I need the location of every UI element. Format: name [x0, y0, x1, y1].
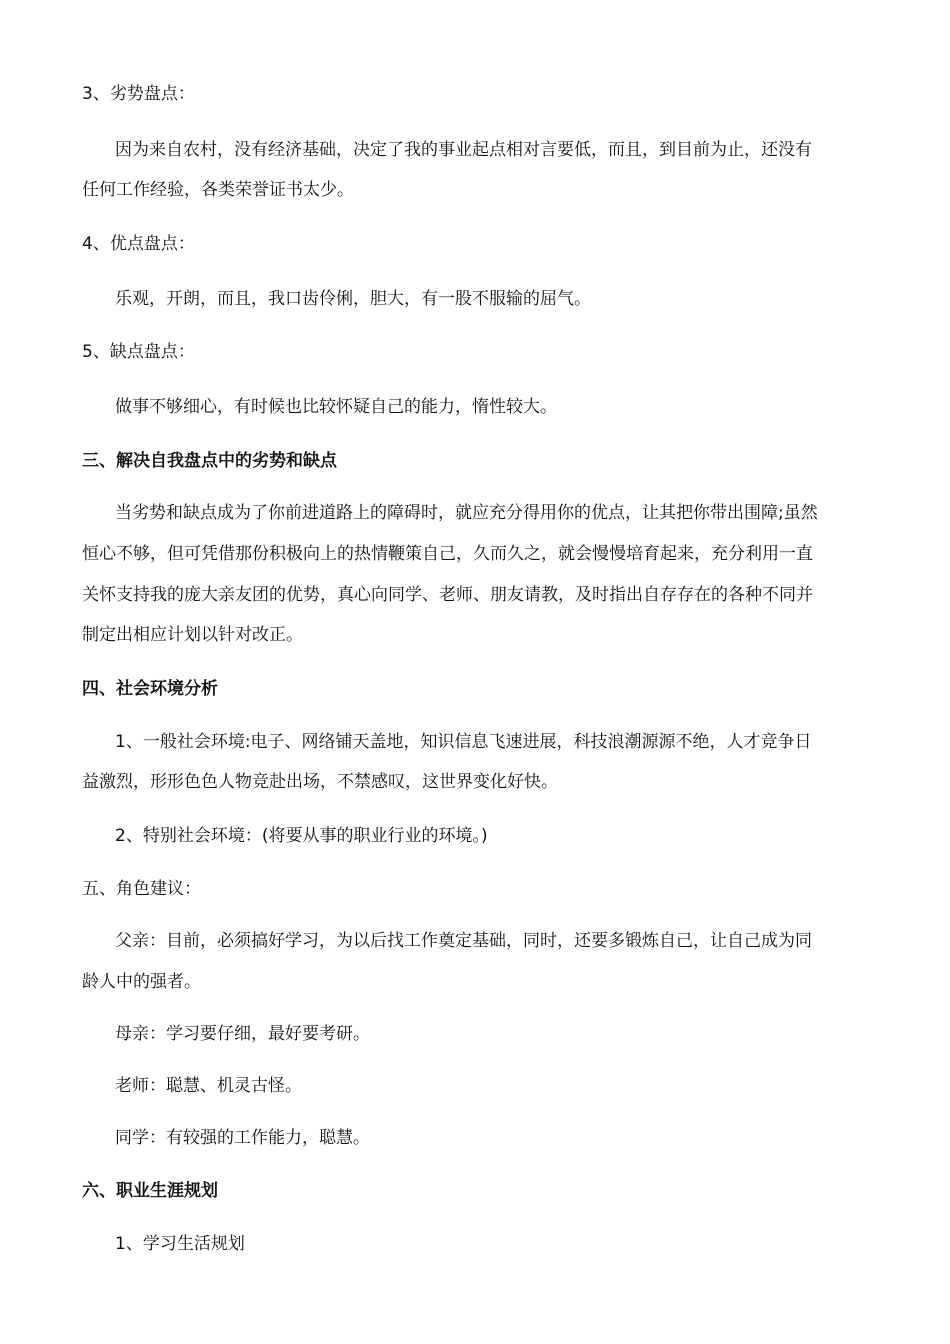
section-heading-6: 六、职业生涯规划	[82, 1181, 218, 1201]
paragraph-shortcomings: 做事不够细心，有时候也比较怀疑自己的能力，惰性较大。	[115, 397, 557, 417]
paragraph-weakness-line-2: 任何工作经验，各类荣誉证书太少。	[82, 180, 354, 200]
section-heading-5: 五、角色建议：	[82, 879, 201, 899]
paragraph-father-line-2: 龄人中的强者。	[82, 972, 201, 992]
paragraph-teacher: 老师：聪慧、机灵古怪。	[115, 1076, 302, 1096]
paragraph-solution-line-1: 当劣势和缺点成为了你前进道路上的障碍时，就应充分得用你的优点，让其把你带出围障;虽然	[115, 503, 818, 523]
paragraph-solution-line-3: 关怀支持我的庞大亲友团的优势，真心向同学、老师、朋友请教，及时指出自存存在的各种不同并	[82, 585, 813, 605]
paragraph-special-env: 2、特别社会环境：(将要从事的职业行业的环境。)	[115, 826, 488, 846]
paragraph-weakness-line-1: 因为来自农村，没有经济基础，决定了我的事业起点相对言要低，而且，到目前为止，还没有	[115, 140, 812, 160]
paragraph-mother: 母亲：学习要仔细，最好要考研。	[115, 1024, 370, 1044]
paragraph-father-line-1: 父亲：目前，必须搞好学习，为以后找工作奠定基础，同时，还要多锻炼自己，让自己成为同	[115, 931, 812, 951]
paragraph-general-env-line-1: 1、一般社会环境:电子、网络铺天盖地，知识信息飞速进展，科技浪潮源源不绝，人才竞争日	[115, 732, 812, 752]
subheading-strengths: 4、优点盘点：	[82, 234, 195, 254]
subheading-weakness: 3、劣势盘点：	[82, 84, 195, 104]
section-heading-3: 三、解决自我盘点中的劣势和缺点	[82, 451, 337, 471]
section-heading-4: 四、社会环境分析	[82, 679, 218, 699]
paragraph-general-env-line-2: 益激烈，形形色色人物竞赴出场，不禁感叹，这世界变化好快。	[82, 772, 558, 792]
paragraph-solution-line-4: 制定出相应计划以针对改正。	[82, 625, 303, 645]
paragraph-strengths: 乐观，开朗，而且，我口齿伶俐，胆大，有一股不服输的屈气。	[115, 289, 591, 309]
paragraph-solution-line-2: 恒心不够，但可凭借那份积极向上的热情鞭策自己，久而久之，就会慢慢培育起来，充分利用一直	[82, 544, 813, 564]
paragraph-study-plan: 1、学习生活规划	[115, 1234, 245, 1254]
subheading-shortcomings: 5、缺点盘点：	[82, 342, 195, 362]
paragraph-classmate: 同学：有较强的工作能力，聪慧。	[115, 1128, 370, 1148]
